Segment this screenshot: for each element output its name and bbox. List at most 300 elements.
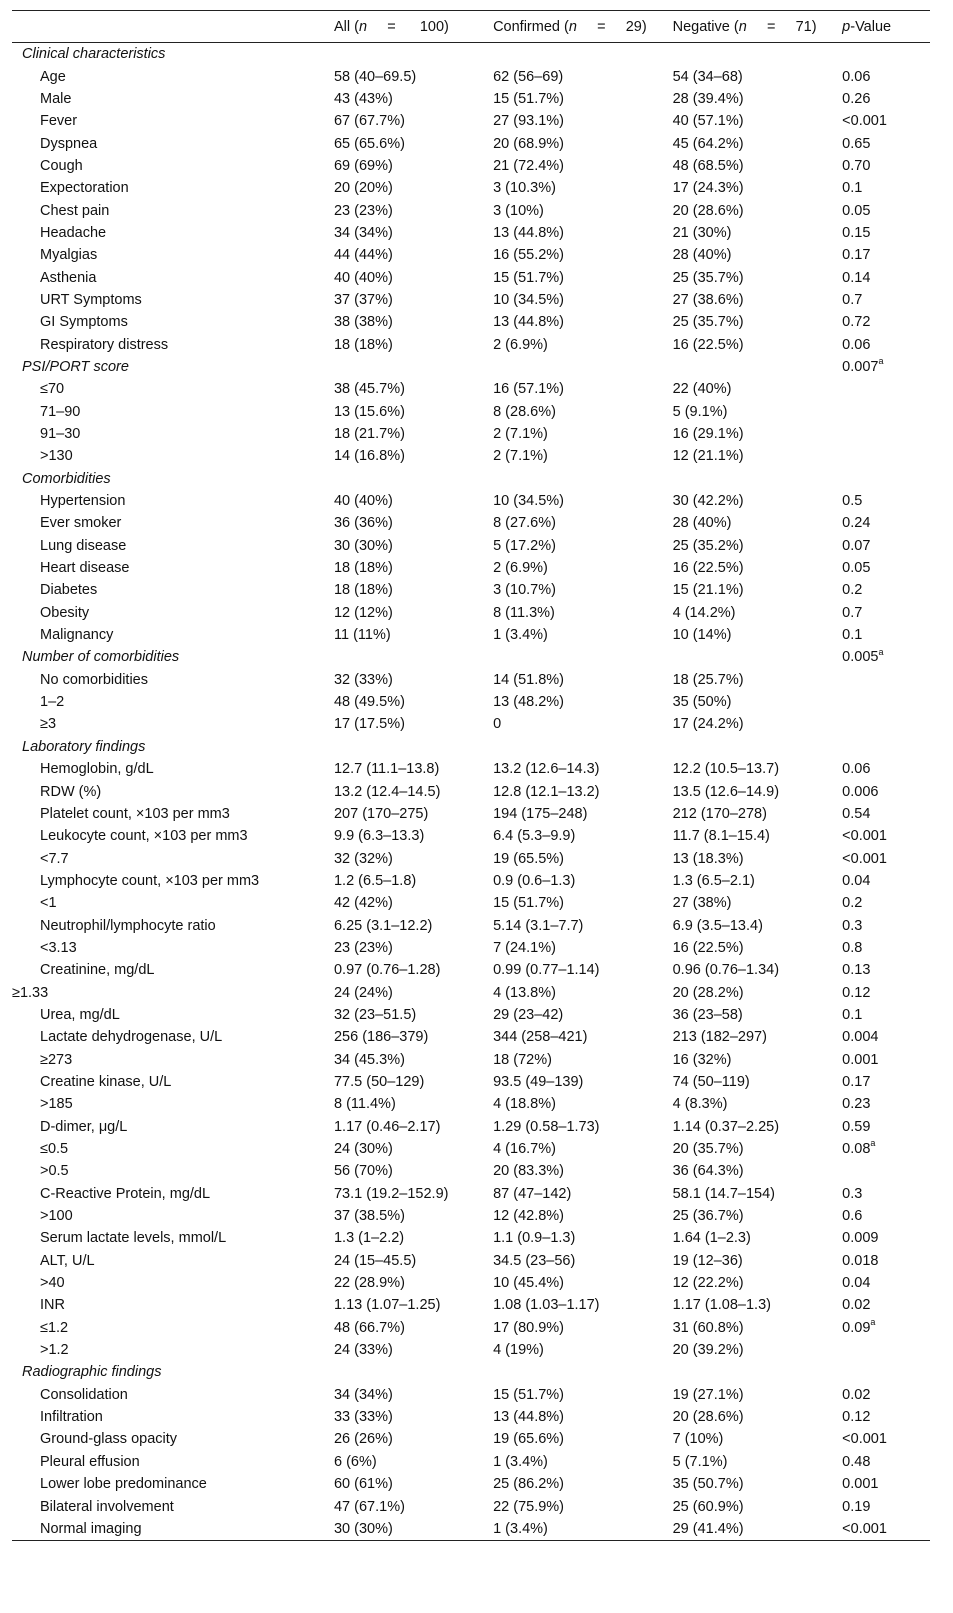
confirmed-cell-text: 2 (7.1%) [493, 426, 548, 443]
confirmed-cell [493, 1317, 673, 1339]
negative-cell [673, 222, 843, 244]
all-cell-text: 30 (30%) [333, 1520, 393, 1537]
confirmed-cell [493, 1272, 673, 1294]
pvalue-cell [842, 1428, 930, 1450]
confirmed-cell-text: 1.1 (0.9–1.3) [493, 1230, 576, 1247]
confirmed-cell [493, 311, 673, 333]
confirmed-cell-text: 62 (56–69) [493, 68, 564, 85]
label-cell [12, 557, 334, 579]
negative-cell-text: 1.3 (6.5–2.1) [672, 872, 755, 889]
pvalue-cell [842, 1451, 930, 1473]
negative-cell-text: 1.17 (1.08–1.3) [672, 1297, 771, 1314]
negative-cell [673, 1428, 843, 1450]
table-row [12, 445, 930, 467]
all-cell [334, 1116, 493, 1138]
label-cell [12, 88, 334, 110]
all-cell [334, 445, 493, 467]
pvalue-cell [842, 1138, 930, 1160]
all-cell-text: 33 (33%) [333, 1409, 393, 1426]
table-row [12, 780, 930, 802]
table-row [12, 1384, 930, 1406]
confirmed-cell-text: 4 (16.7%) [493, 1141, 556, 1158]
pvalue-cell [842, 646, 930, 668]
pvalue-cell-text: 0.02 [842, 1386, 871, 1403]
all-cell [334, 199, 493, 221]
confirmed-cell-text: 10 (34.5%) [493, 493, 565, 510]
all-cell-text: 23 (23%) [333, 202, 393, 219]
confirmed-cell [493, 1406, 673, 1428]
all-cell-text: 48 (49.5%) [333, 694, 405, 711]
all-cell [334, 222, 493, 244]
pvalue-cell [842, 468, 930, 490]
confirmed-cell [493, 222, 673, 244]
label-cell [12, 1227, 334, 1249]
pvalue-cell-text: 0.17 [842, 1073, 871, 1090]
section-row [12, 43, 930, 66]
label-cell [12, 1518, 334, 1541]
table-row [12, 937, 930, 959]
table-row [12, 490, 930, 512]
all-cell-text: 65 (65.6%) [333, 135, 405, 152]
table-row [12, 1160, 930, 1182]
label-cell [12, 937, 334, 959]
negative-cell [673, 1071, 843, 1093]
negative-cell [673, 1473, 843, 1495]
pvalue-cell [842, 1205, 930, 1227]
pvalue-cell-text: 0.04 [842, 1275, 871, 1292]
table-row [12, 333, 930, 355]
label-cell [12, 691, 334, 713]
confirmed-cell-text: 1.08 (1.03–1.17) [493, 1297, 600, 1314]
negative-cell [673, 155, 843, 177]
label-cell [12, 333, 334, 355]
pvalue-cell-text: 0.04 [842, 872, 871, 889]
all-cell-text: 77.5 (50–129) [333, 1073, 425, 1090]
all-cell [334, 981, 493, 1003]
negative-cell [673, 847, 843, 869]
table-row [12, 1406, 930, 1428]
confirmed-cell [493, 423, 673, 445]
confirmed-cell-text: 13 (48.2%) [493, 694, 565, 711]
negative-cell-text: 48 (68.5%) [672, 157, 744, 174]
label-cell-text: Cough [40, 157, 83, 174]
all-cell-text: 32 (32%) [333, 850, 393, 867]
label-cell [12, 1250, 334, 1272]
all-cell [334, 959, 493, 981]
table-row [12, 803, 930, 825]
pvalue-cell-text: 0.14 [842, 269, 871, 286]
table-row [12, 1428, 930, 1450]
table-row [12, 1272, 930, 1294]
label-cell [12, 780, 334, 802]
table-row [12, 1116, 930, 1138]
label-cell-text: Male [40, 90, 72, 107]
label-cell [12, 512, 334, 534]
header-confirmed-eq: = [597, 18, 606, 35]
all-cell [334, 266, 493, 288]
all-cell [334, 1495, 493, 1517]
negative-cell-text: 4 (8.3%) [672, 1096, 728, 1113]
confirmed-cell-text: 1.29 (0.58–1.73) [493, 1118, 600, 1135]
label-cell [12, 244, 334, 266]
pvalue-cell [842, 1004, 930, 1026]
all-cell [334, 1384, 493, 1406]
all-cell [334, 401, 493, 423]
all-cell-text: 18 (18%) [333, 560, 393, 577]
confirmed-cell [493, 1116, 673, 1138]
table-row [12, 1093, 930, 1115]
header-negative-count: 71) [795, 18, 817, 35]
footnote-marker: a [870, 1316, 876, 1327]
label-cell-text: 91–30 [40, 426, 81, 443]
label-cell-text: Lung disease [40, 537, 127, 554]
all-cell [334, 1250, 493, 1272]
pvalue-cell [842, 736, 930, 758]
all-cell [334, 378, 493, 400]
pvalue-cell [842, 780, 930, 802]
pvalue-cell-text: 0.65 [842, 135, 871, 152]
negative-cell-text: 21 (30%) [672, 224, 732, 241]
pvalue-cell [842, 266, 930, 288]
all-cell-text: 40 (40%) [333, 493, 393, 510]
label-cell [12, 266, 334, 288]
pvalue-cell-text: 0.006 [842, 783, 879, 800]
confirmed-cell-text: 8 (28.6%) [493, 403, 556, 420]
table-row [12, 1227, 930, 1249]
table-row [12, 758, 930, 780]
pvalue-cell-text: 0.7 [842, 604, 863, 621]
table-row [12, 177, 930, 199]
negative-cell [673, 1227, 843, 1249]
pvalue-cell [842, 713, 930, 735]
table-row [12, 1138, 930, 1160]
label-cell [12, 535, 334, 557]
label-cell [12, 1205, 334, 1227]
table-row [12, 1048, 930, 1070]
confirmed-cell [493, 333, 673, 355]
table-row [12, 892, 930, 914]
negative-cell-text: 11.7 (8.1–15.4) [672, 828, 770, 845]
all-cell [334, 1473, 493, 1495]
confirmed-cell [493, 1183, 673, 1205]
confirmed-cell [493, 43, 673, 66]
pvalue-cell [842, 177, 930, 199]
all-cell-text: 44 (44%) [333, 247, 393, 264]
negative-cell [673, 356, 843, 378]
negative-cell [673, 624, 843, 646]
table-row [12, 1294, 930, 1316]
label-cell-text: Fever [40, 113, 78, 130]
all-cell-text: 9.9 (6.3–13.3) [333, 828, 425, 845]
confirmed-cell [493, 1473, 673, 1495]
confirmed-cell-text: 1 (3.4%) [493, 627, 548, 644]
all-cell [334, 356, 493, 378]
all-cell [334, 65, 493, 87]
negative-cell [673, 914, 843, 936]
negative-cell [673, 691, 843, 713]
pvalue-cell [842, 1048, 930, 1070]
negative-cell-text: 25 (35.7%) [672, 314, 744, 331]
confirmed-cell-text: 8 (27.6%) [493, 515, 556, 532]
section-row [12, 1361, 930, 1383]
confirmed-cell [493, 981, 673, 1003]
negative-cell [673, 937, 843, 959]
confirmed-cell [493, 244, 673, 266]
negative-cell [673, 1004, 843, 1026]
pvalue-cell [842, 959, 930, 981]
label-cell-text: Expectoration [40, 180, 129, 197]
label-cell [12, 132, 334, 154]
confirmed-cell [493, 646, 673, 668]
pvalue-cell-text: 0.12 [842, 984, 871, 1001]
label-cell-text: Heart disease [40, 560, 130, 577]
negative-cell [673, 557, 843, 579]
label-cell-text: >130 [40, 448, 73, 465]
pvalue-cell [842, 401, 930, 423]
pvalue-cell-text: 0.06 [842, 68, 871, 85]
confirmed-cell [493, 1428, 673, 1450]
confirmed-cell-text: 17 (80.9%) [493, 1319, 565, 1336]
negative-cell-text: 15 (21.1%) [672, 582, 744, 599]
all-cell [334, 1361, 493, 1383]
confirmed-cell [493, 1339, 673, 1361]
all-cell [334, 535, 493, 557]
all-cell [334, 1227, 493, 1249]
label-cell-text: Normal imaging [40, 1520, 142, 1537]
label-cell-text: C-Reactive Protein, mg/dL [40, 1185, 211, 1202]
label-cell-text: Creatinine, mg/dL [40, 962, 155, 979]
negative-cell [673, 333, 843, 355]
pvalue-cell [842, 602, 930, 624]
label-cell-text: >0.5 [40, 1163, 69, 1180]
negative-cell-text: 13 (18.3%) [672, 850, 744, 867]
all-cell-text: 17 (17.5%) [333, 716, 405, 733]
header-confirmed-label: Confirmed ( [493, 18, 569, 35]
confirmed-cell-text: 14 (51.8%) [493, 671, 565, 688]
all-cell-text: 36 (36%) [333, 515, 393, 532]
pvalue-cell [842, 557, 930, 579]
label-cell [12, 490, 334, 512]
table-row [12, 512, 930, 534]
pvalue-cell [842, 937, 930, 959]
negative-cell [673, 378, 843, 400]
negative-cell-text: 20 (28.6%) [672, 202, 744, 219]
table-row [12, 914, 930, 936]
pvalue-cell-text: 0.05 [842, 560, 871, 577]
table-row [12, 266, 930, 288]
confirmed-cell [493, 88, 673, 110]
pvalue-cell [842, 1093, 930, 1115]
label-cell-text: 1–2 [40, 694, 65, 711]
label-cell-text: Serum lactate levels, mmol/L [40, 1230, 227, 1247]
all-cell [334, 468, 493, 490]
footnote-marker: a [870, 1138, 876, 1149]
pvalue-cell [842, 981, 930, 1003]
label-cell [12, 378, 334, 400]
negative-cell [673, 311, 843, 333]
negative-cell [673, 490, 843, 512]
confirmed-cell-text: 19 (65.5%) [493, 850, 565, 867]
all-cell [334, 177, 493, 199]
label-cell [12, 423, 334, 445]
table-row [12, 401, 930, 423]
negative-cell [673, 423, 843, 445]
label-cell [12, 1138, 334, 1160]
negative-cell [673, 88, 843, 110]
all-cell-text: 30 (30%) [333, 537, 393, 554]
all-cell [334, 758, 493, 780]
confirmed-cell-text: 21 (72.4%) [493, 157, 565, 174]
pvalue-cell-text: 0.1 [842, 180, 863, 197]
negative-cell [673, 43, 843, 66]
negative-cell-text: 20 (28.2%) [672, 984, 744, 1001]
negative-cell [673, 535, 843, 557]
pvalue-cell-text: 0.06 [842, 761, 871, 778]
label-cell-text: ≤1.2 [40, 1319, 69, 1336]
negative-cell [673, 177, 843, 199]
pvalue-cell [842, 1406, 930, 1428]
negative-cell-text: 28 (39.4%) [672, 90, 744, 107]
negative-cell [673, 1495, 843, 1517]
pvalue-cell [842, 1160, 930, 1182]
pvalue-cell [842, 311, 930, 333]
all-cell [334, 1071, 493, 1093]
all-cell [334, 847, 493, 869]
all-cell [334, 88, 493, 110]
label-cell [12, 401, 334, 423]
label-cell-text: Clinical characteristics [22, 46, 166, 63]
table-row [12, 557, 930, 579]
confirmed-cell-text: 20 (68.9%) [493, 135, 565, 152]
all-cell-text: 13.2 (12.4–14.5) [333, 783, 441, 800]
negative-cell-text: 27 (38.6%) [672, 291, 744, 308]
all-cell [334, 557, 493, 579]
label-cell [12, 65, 334, 87]
table-row [12, 713, 930, 735]
header-pvalue-p: p [842, 18, 851, 35]
header-confirmed [493, 11, 673, 43]
pvalue-cell-text: 0.5 [842, 493, 863, 510]
negative-cell-text: 16 (22.5%) [672, 560, 744, 577]
pvalue-cell [842, 65, 930, 87]
all-cell [334, 1406, 493, 1428]
header-pvalue-rest: -Value [850, 18, 892, 35]
negative-cell [673, 512, 843, 534]
label-cell-text: ≥1.33 [12, 984, 49, 1001]
all-cell-text: 18 (18%) [333, 582, 393, 599]
all-cell [334, 333, 493, 355]
negative-cell-text: 18 (25.7%) [672, 671, 744, 688]
label-cell [12, 1116, 334, 1138]
all-cell [334, 1272, 493, 1294]
negative-cell-text: 45 (64.2%) [672, 135, 744, 152]
all-cell [334, 914, 493, 936]
confirmed-cell [493, 490, 673, 512]
confirmed-cell [493, 937, 673, 959]
all-cell [334, 490, 493, 512]
table-body [12, 43, 930, 1541]
negative-cell-text: 35 (50.7%) [672, 1476, 744, 1493]
negative-cell [673, 579, 843, 601]
negative-cell [673, 713, 843, 735]
label-cell-text: ≥273 [40, 1051, 73, 1068]
confirmed-cell [493, 1361, 673, 1383]
pvalue-cell [842, 333, 930, 355]
all-cell-text: 47 (67.1%) [333, 1498, 405, 1515]
label-cell [12, 222, 334, 244]
label-cell-text: >185 [40, 1096, 73, 1113]
label-cell [12, 736, 334, 758]
pvalue-cell-text: <0.001 [842, 1431, 887, 1448]
confirmed-cell-text: 10 (45.4%) [493, 1275, 565, 1292]
all-cell-text: 0.97 (0.76–1.28) [333, 962, 441, 979]
all-cell-text: 6.25 (3.1–12.2) [333, 917, 433, 934]
all-cell [334, 1026, 493, 1048]
negative-cell-text: 212 (170–278) [672, 805, 767, 822]
negative-cell-text: 74 (50–119) [672, 1073, 750, 1090]
pvalue-cell [842, 1317, 930, 1339]
pvalue-cell [842, 490, 930, 512]
section-row [12, 468, 930, 490]
pvalue-cell [842, 825, 930, 847]
confirmed-cell-text: 4 (13.8%) [493, 984, 556, 1001]
pvalue-cell-text: 0.3 [842, 917, 863, 934]
pvalue-cell-text: 0.13 [842, 962, 871, 979]
all-cell-text: 18 (18%) [333, 336, 393, 353]
confirmed-cell [493, 892, 673, 914]
table-row [12, 959, 930, 981]
pvalue-cell-text: 0.009 [842, 1230, 879, 1247]
negative-cell [673, 401, 843, 423]
table-row [12, 1495, 930, 1517]
confirmed-cell [493, 691, 673, 713]
negative-cell [673, 1294, 843, 1316]
confirmed-cell-text: 0 [493, 716, 502, 733]
label-cell-text: Lactate dehydrogenase, U/L [40, 1029, 223, 1046]
label-cell-text: ALT, U/L [40, 1252, 95, 1269]
negative-cell-text: 25 (35.7%) [672, 269, 744, 286]
label-cell-text: Urea, mg/dL [40, 1006, 120, 1023]
pvalue-cell-text: 0.48 [842, 1453, 871, 1470]
label-cell [12, 1071, 334, 1093]
pvalue-cell [842, 1294, 930, 1316]
negative-cell [673, 468, 843, 490]
all-cell [334, 669, 493, 691]
negative-cell [673, 646, 843, 668]
pvalue-cell [842, 1384, 930, 1406]
all-cell-text: 43 (43%) [333, 90, 393, 107]
confirmed-cell [493, 1160, 673, 1182]
label-cell [12, 289, 334, 311]
pvalue-cell-text: 0.007 [842, 358, 879, 375]
pvalue-cell-text: 0.09 [842, 1319, 871, 1336]
confirmed-cell-text: 87 (47–142) [493, 1185, 572, 1202]
table-row [12, 289, 930, 311]
confirmed-cell [493, 1451, 673, 1473]
confirmed-cell [493, 1093, 673, 1115]
pvalue-cell-text: 0.17 [842, 247, 871, 264]
negative-cell-text: 0.96 (0.76–1.34) [672, 962, 780, 979]
header-all-count: 100) [419, 18, 449, 35]
pvalue-cell [842, 1495, 930, 1517]
pvalue-cell-text: 0.8 [842, 939, 863, 956]
all-cell [334, 691, 493, 713]
all-cell [334, 1428, 493, 1450]
all-cell-text: 24 (24%) [333, 984, 393, 1001]
header-pvalue [842, 11, 930, 43]
table-row [12, 88, 930, 110]
label-cell [12, 914, 334, 936]
